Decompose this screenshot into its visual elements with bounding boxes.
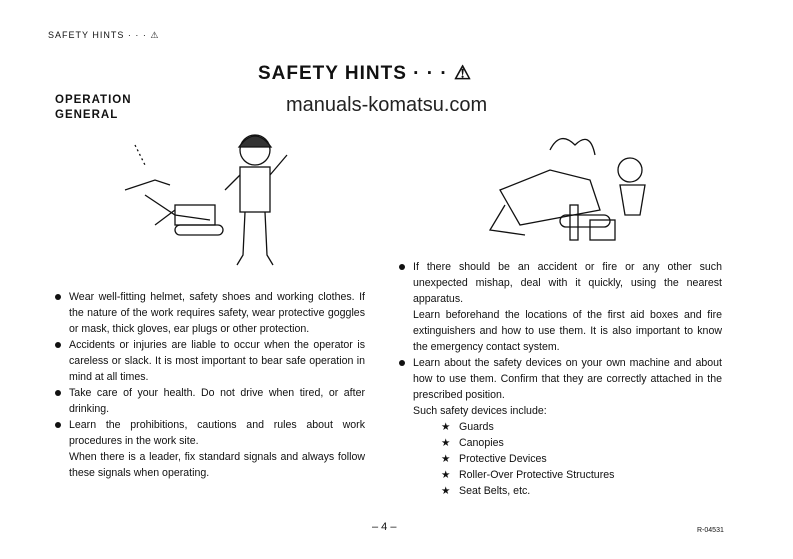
device-item <box>399 483 722 499</box>
page-number: – 4 – <box>372 521 397 533</box>
paragraph: When there is a leader, fix standard signals and always follow these signals when operating. <box>69 451 365 479</box>
illustration-operator-and-bulldozer <box>115 125 315 285</box>
paragraph: Such safety devices include: <box>413 405 547 417</box>
section-subtitle: GENERAL <box>55 109 119 121</box>
section-title: OPERATION <box>55 94 132 106</box>
bullet-item <box>55 289 365 337</box>
star-icon: ★ <box>441 469 451 481</box>
illustration-accident-fire <box>480 130 680 255</box>
device-label: Roller-Over Protective Structures <box>459 469 615 481</box>
bullet-text: Learn about the safety devices on your own machine and about how to use them. Confirm that they are correctly attached in the prescribed position. <box>413 357 722 401</box>
device-item <box>399 435 722 451</box>
device-item <box>399 451 722 467</box>
bullet-text: Learn the prohibitions, cautions and rules about work procedures in the work site. <box>69 419 365 447</box>
device-label: Protective Devices <box>459 453 547 465</box>
bullet-text: If there should be an accident or fire or any other such unexpected mishap, deal with it quickly, using the nearest apparatus. <box>413 261 722 305</box>
paragraph: Learn beforehand the locations of the first aid boxes and fire extinguishers and how to use them. It is also important to know the emergency contact system. <box>413 309 722 353</box>
device-label: Guards <box>459 421 494 433</box>
bullet-icon <box>55 294 61 300</box>
bullet-icon <box>55 422 61 428</box>
star-icon: ★ <box>441 485 451 497</box>
running-header: SAFETY HINTS · · · ⚠ <box>48 30 160 40</box>
right-column <box>399 259 722 499</box>
section-heading <box>55 93 132 123</box>
bullet-icon <box>399 360 405 366</box>
bullet-text: Accidents or injuries are liable to occur when the operator is careless or slack. It is most important to bear safe operation in mind at all times. <box>69 339 365 383</box>
device-label: Canopies <box>459 437 504 449</box>
document-code: R-04531 <box>697 527 724 534</box>
bullet-text: Wear well-fitting helmet, safety shoes and working clothes. If the nature of the work requires safety, wear protective goggles or mask, thick gloves, ear plugs or other protection. <box>69 291 365 335</box>
left-column <box>55 289 365 481</box>
star-icon: ★ <box>441 421 451 433</box>
bullet-text: Take care of your health. Do not drive when tired, or after drinking. <box>69 387 365 415</box>
device-item <box>399 467 722 483</box>
watermark: manuals-komatsu.com <box>286 94 488 116</box>
star-icon: ★ <box>441 453 451 465</box>
bullet-icon <box>55 342 61 348</box>
bullet-item <box>399 259 722 307</box>
star-icon: ★ <box>441 437 451 449</box>
page-title: SAFETY HINTS · · · ⚠ <box>258 63 473 84</box>
device-item <box>399 419 722 435</box>
bullet-item <box>55 385 365 417</box>
device-label: Seat Belts, etc. <box>459 485 531 497</box>
bullet-item <box>399 355 722 403</box>
bullet-item <box>55 417 365 449</box>
bullet-icon <box>55 390 61 396</box>
bullet-icon <box>399 264 405 270</box>
bullet-item <box>55 337 365 385</box>
